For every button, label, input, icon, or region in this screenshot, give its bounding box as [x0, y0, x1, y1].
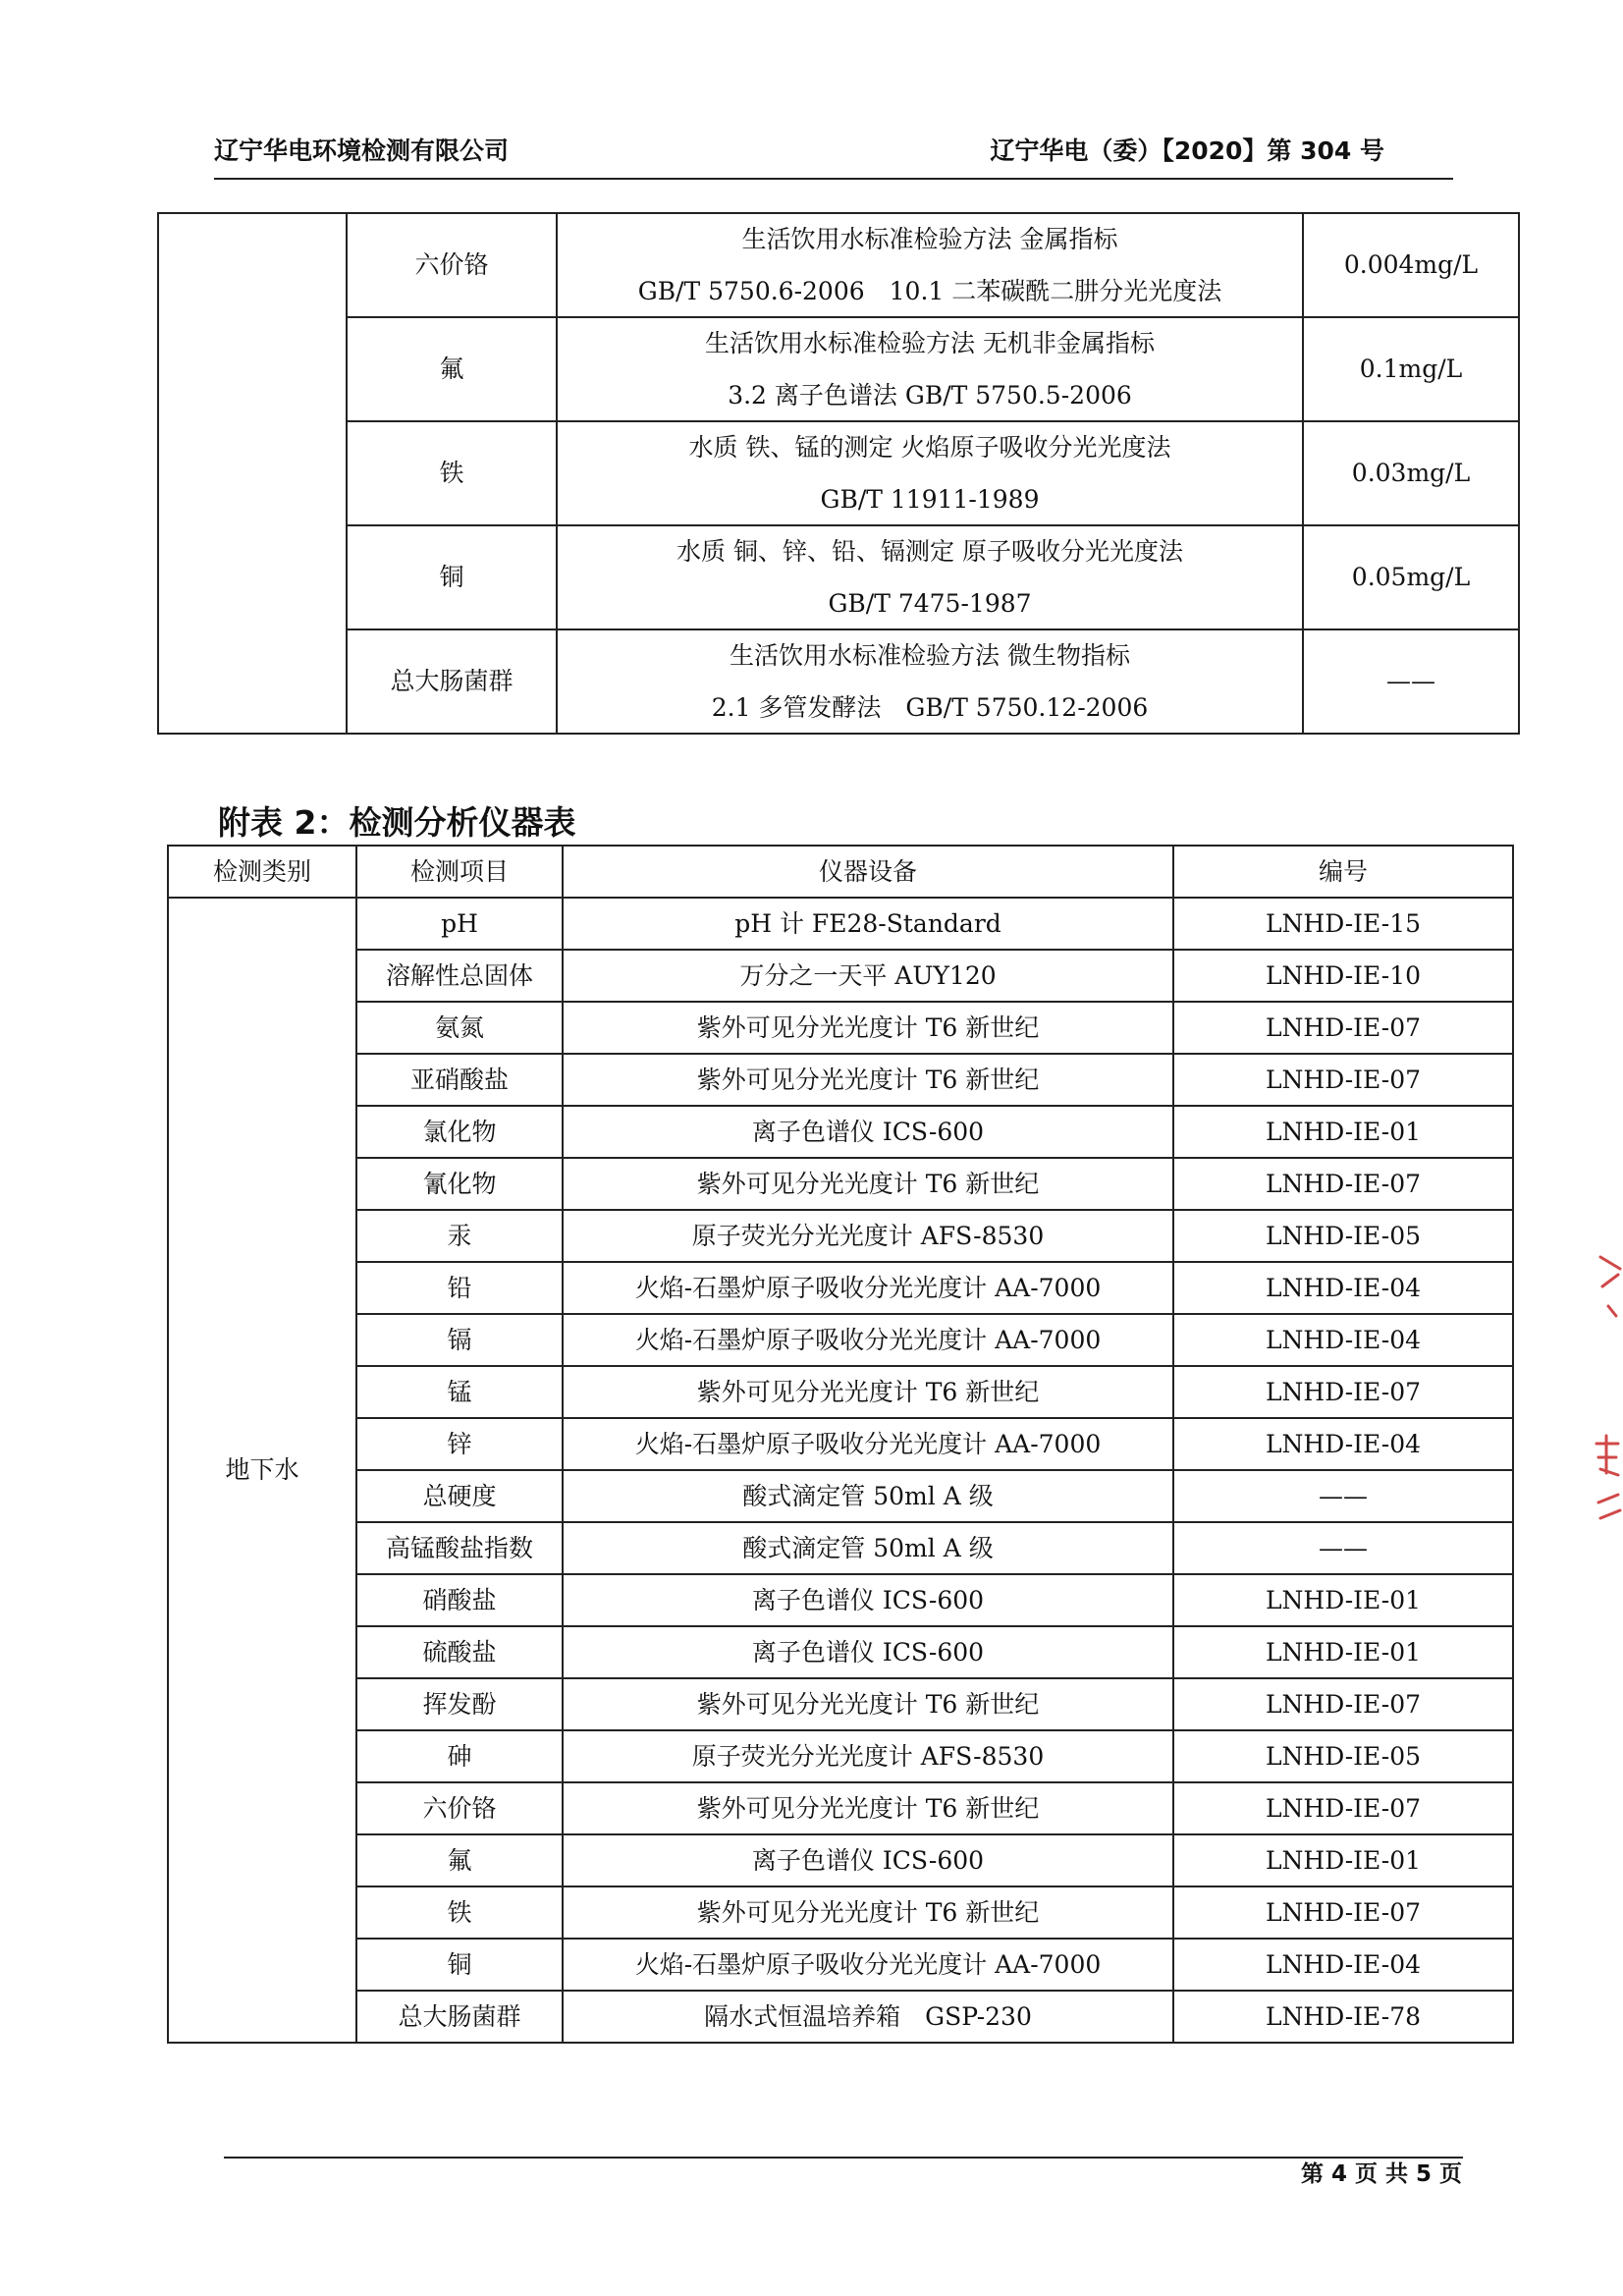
table-row: [168, 1470, 1513, 1522]
equipment-cell: 紫外可见分光光度计 T6 新世纪: [563, 1002, 1173, 1054]
item-cell: 亚硝酸盐: [356, 1054, 563, 1106]
method-cell: [557, 629, 1303, 734]
table-row: [168, 1314, 1513, 1366]
equipment-cell: 离子色谱仪 ICS-600: [563, 1626, 1173, 1678]
equipment-cell: 紫外可见分光光度计 T6 新世纪: [563, 1678, 1173, 1730]
item-cell: pH: [356, 898, 563, 950]
stamp-stroke: [1598, 1495, 1620, 1518]
table-row: [168, 1002, 1513, 1054]
limit-cell: 0.05mg/L: [1303, 525, 1519, 629]
column-header: 编号: [1173, 846, 1513, 898]
page-number: 第 4 页 共 5 页: [1300, 2161, 1462, 2187]
code-cell: LNHD-IE-01: [1173, 1626, 1513, 1678]
item-cell: 铁: [356, 1886, 563, 1939]
item-cell: 锰: [356, 1366, 563, 1418]
method-line: 水质 铜、锌、铅、镉测定 原子吸收分光光度法: [676, 536, 1183, 566]
item-cell: 氯化物: [356, 1106, 563, 1158]
code-cell: LNHD-IE-78: [1173, 1991, 1513, 2043]
item-cell: 氰化物: [356, 1158, 563, 1210]
equipment-cell: 紫外可见分光光度计 T6 新世纪: [563, 1366, 1173, 1418]
table-row: [168, 1574, 1513, 1626]
column-header: 检测类别: [168, 846, 356, 898]
limit-cell: 0.1mg/L: [1303, 317, 1519, 421]
method-line: GB/T 11911-1989: [820, 485, 1040, 514]
equipment-cell: 紫外可见分光光度计 T6 新世纪: [563, 1782, 1173, 1834]
code-cell: LNHD-IE-04: [1173, 1314, 1513, 1366]
code-cell: LNHD-IE-01: [1173, 1106, 1513, 1158]
table-row: [168, 1054, 1513, 1106]
equipment-cell: 紫外可见分光光度计 T6 新世纪: [563, 1158, 1173, 1210]
item-cell: 高锰酸盐指数: [356, 1522, 563, 1574]
equipment-cell: 火焰-石墨炉原子吸收分光光度计 AA-7000: [563, 1418, 1173, 1470]
equipment-cell: 酸式滴定管 50ml A 级: [563, 1470, 1173, 1522]
method-line: 3.2 离子色谱法 GB/T 5750.5-2006: [728, 381, 1132, 410]
item-cell: 砷: [356, 1730, 563, 1782]
table-row: [168, 1522, 1513, 1574]
code-cell: LNHD-IE-07: [1173, 1366, 1513, 1418]
item-cell: 总大肠菌群: [347, 629, 557, 734]
equipment-cell: 火焰-石墨炉原子吸收分光光度计 AA-7000: [563, 1262, 1173, 1314]
category-cell: [158, 213, 347, 734]
method-cell: [557, 421, 1303, 525]
table-row: [168, 1210, 1513, 1262]
table-row: [168, 1730, 1513, 1782]
table-header-row: [168, 846, 1513, 898]
code-cell: LNHD-IE-04: [1173, 1418, 1513, 1470]
table-row: [168, 1782, 1513, 1834]
category-cell: 地下水: [168, 898, 356, 2043]
limit-cell: 0.03mg/L: [1303, 421, 1519, 525]
table-row: [168, 1939, 1513, 1991]
method-line: 生活饮用水标准检验方法 金属指标: [741, 224, 1118, 253]
report-number: 辽宁华电（委）【2020】第 304 号: [990, 137, 1384, 165]
column-header: 检测项目: [356, 846, 563, 898]
table-row: [158, 213, 1519, 317]
stamp-stroke: [1596, 1436, 1618, 1475]
method-cell: [557, 317, 1303, 421]
method-line: 生活饮用水标准检验方法 无机非金属指标: [705, 328, 1155, 357]
equipment-cell: pH 计 FE28-Standard: [563, 898, 1173, 950]
table-row: [168, 950, 1513, 1002]
table-row: [168, 1678, 1513, 1730]
table-row: [168, 1262, 1513, 1314]
table-row: [158, 317, 1519, 421]
table-row: [168, 1418, 1513, 1470]
equipment-cell: 原子荧光分光光度计 AFS-8530: [563, 1730, 1173, 1782]
equipment-cell: 火焰-石墨炉原子吸收分光光度计 AA-7000: [563, 1939, 1173, 1991]
method-line: 水质 铁、锰的测定 火焰原子吸收分光光度法: [688, 432, 1171, 462]
code-cell: LNHD-IE-05: [1173, 1730, 1513, 1782]
item-cell: 氟: [347, 317, 557, 421]
item-cell: 六价铬: [347, 213, 557, 317]
equipment-cell: 离子色谱仪 ICS-600: [563, 1834, 1173, 1886]
equipment-cell: 酸式滴定管 50ml A 级: [563, 1522, 1173, 1574]
item-cell: 铅: [356, 1262, 563, 1314]
code-cell: ——: [1173, 1522, 1513, 1574]
code-cell: LNHD-IE-01: [1173, 1574, 1513, 1626]
table-row: [158, 629, 1519, 734]
seal-stamp-fragment: [1589, 1247, 1623, 1542]
code-cell: ——: [1173, 1470, 1513, 1522]
table-row: [158, 421, 1519, 525]
item-cell: 汞: [356, 1210, 563, 1262]
item-cell: 挥发酚: [356, 1678, 563, 1730]
equipment-cell: 离子色谱仪 ICS-600: [563, 1574, 1173, 1626]
limit-cell: ——: [1303, 629, 1519, 734]
table-row: [168, 1991, 1513, 2043]
company-name: 辽宁华电环境检测有限公司: [214, 137, 510, 165]
equipment-cell: 离子色谱仪 ICS-600: [563, 1106, 1173, 1158]
equipment-cell: 紫外可见分光光度计 T6 新世纪: [563, 1054, 1173, 1106]
item-cell: 锌: [356, 1418, 563, 1470]
code-cell: LNHD-IE-07: [1173, 1678, 1513, 1730]
item-cell: 铁: [347, 421, 557, 525]
table-row: [168, 1886, 1513, 1939]
table-row: [168, 1626, 1513, 1678]
method-line: GB/T 7475-1987: [828, 589, 1032, 618]
method-table: [157, 212, 1520, 735]
table-row: [158, 525, 1519, 629]
method-cell: [557, 213, 1303, 317]
item-cell: 总硬度: [356, 1470, 563, 1522]
code-cell: LNHD-IE-07: [1173, 1886, 1513, 1939]
limit-cell: 0.004mg/L: [1303, 213, 1519, 317]
item-cell: 六价铬: [356, 1782, 563, 1834]
equipment-cell: 原子荧光分光光度计 AFS-8530: [563, 1210, 1173, 1262]
code-cell: LNHD-IE-07: [1173, 1002, 1513, 1054]
method-cell: [557, 525, 1303, 629]
table-row: [168, 1366, 1513, 1418]
item-cell: 镉: [356, 1314, 563, 1366]
page-header: [214, 128, 1453, 173]
section-title: 附表 2：检测分析仪器表: [218, 803, 576, 842]
code-cell: LNHD-IE-05: [1173, 1210, 1513, 1262]
method-line: GB/T 5750.6-2006 10.1 二苯碳酰二肼分光光度法: [637, 277, 1222, 305]
column-header: 仪器设备: [563, 846, 1173, 898]
equipment-cell: 紫外可见分光光度计 T6 新世纪: [563, 1886, 1173, 1939]
footer-divider: [224, 2157, 1463, 2159]
item-cell: 氟: [356, 1834, 563, 1886]
code-cell: LNHD-IE-07: [1173, 1782, 1513, 1834]
method-line: 生活饮用水标准检验方法 微生物指标: [730, 640, 1130, 670]
item-cell: 硝酸盐: [356, 1574, 563, 1626]
code-cell: LNHD-IE-04: [1173, 1939, 1513, 1991]
equipment-cell: 万分之一天平 AUY120: [563, 950, 1173, 1002]
item-cell: 氨氮: [356, 1002, 563, 1054]
item-cell: 总大肠菌群: [356, 1991, 563, 2043]
equipment-cell: 火焰-石墨炉原子吸收分光光度计 AA-7000: [563, 1314, 1173, 1366]
item-cell: 铜: [347, 525, 557, 629]
instrument-table: [167, 845, 1514, 2044]
code-cell: LNHD-IE-15: [1173, 898, 1513, 950]
table-row: [168, 1158, 1513, 1210]
header-divider: [214, 178, 1453, 180]
table-row: [168, 1106, 1513, 1158]
code-cell: LNHD-IE-07: [1173, 1054, 1513, 1106]
code-cell: LNHD-IE-01: [1173, 1834, 1513, 1886]
stamp-stroke: [1600, 1257, 1620, 1316]
item-cell: 溶解性总固体: [356, 950, 563, 1002]
item-cell: 铜: [356, 1939, 563, 1991]
code-cell: LNHD-IE-10: [1173, 950, 1513, 1002]
table-row: [168, 898, 1513, 950]
code-cell: LNHD-IE-04: [1173, 1262, 1513, 1314]
table-row: [168, 1834, 1513, 1886]
method-line: 2.1 多管发酵法 GB/T 5750.12-2006: [711, 693, 1149, 722]
item-cell: 硫酸盐: [356, 1626, 563, 1678]
equipment-cell: 隔水式恒温培养箱 GSP-230: [563, 1991, 1173, 2043]
code-cell: LNHD-IE-07: [1173, 1158, 1513, 1210]
